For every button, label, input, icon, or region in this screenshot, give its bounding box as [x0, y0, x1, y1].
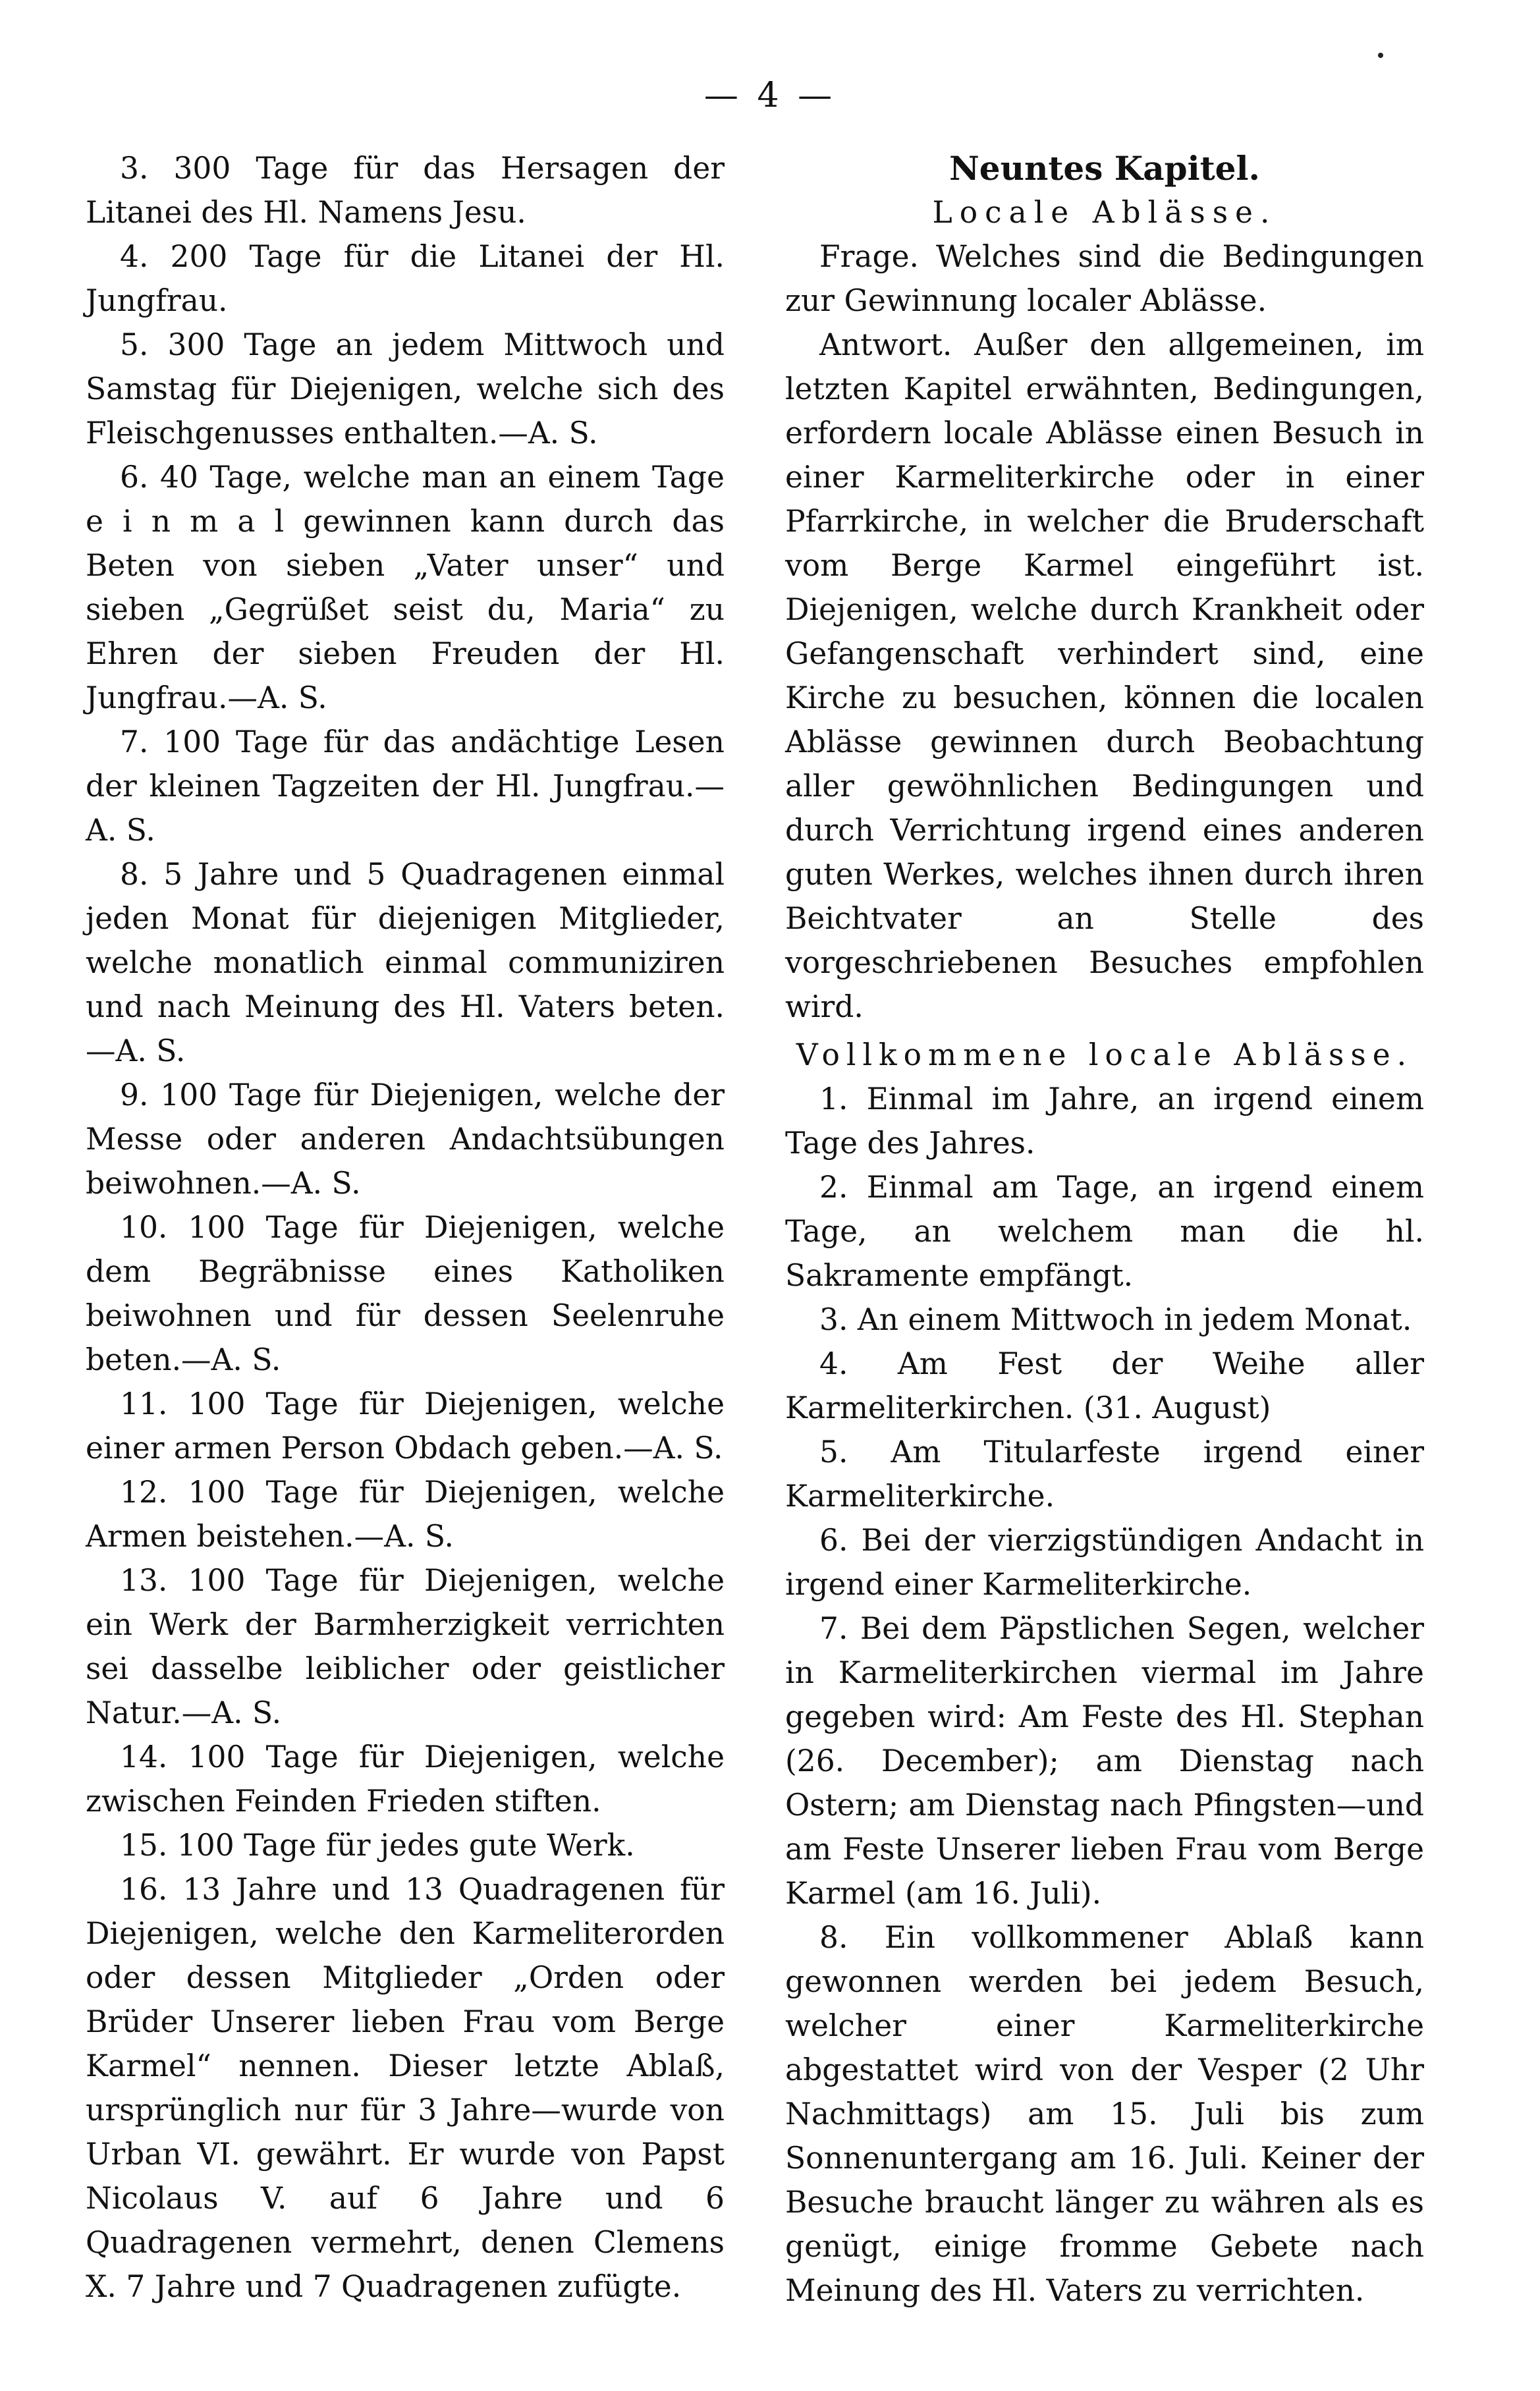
list-item: 4. 200 Tage für die Litanei der Hl. Jungfrau.	[86, 239, 725, 318]
list-item: 8. 5 Jahre und 5 Quadragenen einmal jeden Monat für diejenigen Mitglieder, welche monatlich einmal communiziren und nach Meinung des Hl. Vaters beten.—A. S.	[86, 857, 725, 1068]
list-item: 4. Am Fest der Weihe aller Karmeliterkirchen. (31. August)	[785, 1346, 1424, 1425]
list-item: 6. Bei der vierzigstündigen Andacht in irgend einer Karmeliterkirche.	[785, 1523, 1424, 1602]
ink-speck	[1378, 53, 1383, 58]
list-item: 5. 300 Tage an jedem Mittwoch und Samstag für Diejenigen, welche sich des Fleischgenusses enthalten.—A. S.	[86, 327, 725, 451]
list-item: 7. Bei dem Päpstlichen Segen, welcher in Karmeliterkirchen viermal im Jahre gegeben wird: Am Feste des Hl. Stephan (26. December); am Dienstag nach Ostern; am Dienstag nach Pfingsten—und am Feste Unserer lieben Frau vom Berge Karmel (am 16. Juli).	[785, 1611, 1424, 1911]
question-paragraph: Frage. Welches sind die Bedingungen zur Gewinnung localer Ablässe.	[785, 239, 1424, 318]
section-title: Locale Ablässe.	[932, 195, 1277, 230]
chapter-title: Neuntes Kapitel.	[949, 149, 1260, 188]
list-item: 11. 100 Tage für Diejenigen, welche einer armen Person Obdach geben.—A. S.	[86, 1387, 725, 1466]
list-item: 2. Einmal am Tage, an irgend einem Tage, an welchem man die hl. Sakramente empfängt.	[785, 1170, 1424, 1293]
list-item: 12. 100 Tage für Diejenigen, welche Armen beistehen.—A. S.	[86, 1475, 725, 1554]
list-item: 13. 100 Tage für Diejenigen, welche ein Werk der Barmherzigkeit verrichten sei dasselbe leiblicher oder geistlicher Natur.—A. S.	[86, 1563, 725, 1730]
list-item: 6. 40 Tage, welche man an einem Tage e i n m a l gewinnen kann durch das Beten von sieben „Vater unser“ und sieben „Gegrüßet seist du, Maria“ zu Ehren der sieben Freuden der Hl. Jungfrau.—A. S.	[86, 460, 725, 715]
list-item: 3. An einem Mittwoch in jedem Monat.	[819, 1302, 1412, 1337]
subsection-title: Vollkommene locale Ablässe.	[796, 1037, 1414, 1072]
list-item: 14. 100 Tage für Diejenigen, welche zwischen Feinden Frieden stiften.	[86, 1740, 725, 1819]
answer-paragraph: Antwort. Außer den allgemeinen, im letzten Kapitel erwähnten, Bedingungen, erfordern locale Ablässe einen Besuch in einer Karmeliterkirche oder in einer Pfarrkirche, in welcher die Bruderschaft vom Berge Karmel eingeführt ist. Diejenigen, welche durch Krankheit oder Gefangenschaft verhindert sind, eine Kirche zu besuchen, können die localen Ablässe gewinnen durch Beobachtung aller gewöhnlichen Bedingungen und durch Verrichtung irgend eines anderen guten Werkes, welches ihnen durch ihren Beichtvater an Stelle des vorgeschriebenen Besuches empfohlen wird.	[785, 327, 1424, 1024]
page-number: — 4 —	[703, 76, 837, 115]
list-item: 7. 100 Tage für das andächtige Lesen der kleinen Tagzeiten der Hl. Jungfrau.—A. S.	[86, 725, 725, 848]
right-column	[785, 146, 1424, 2313]
left-column	[86, 146, 725, 2309]
list-item: 3. 300 Tage für das Hersagen der Litanei des Hl. Namens Jesu.	[86, 151, 725, 230]
list-item: 1. Einmal im Jahre, an irgend einem Tage des Jahres.	[785, 1082, 1424, 1161]
list-item: 10. 100 Tage für Diejenigen, welche dem Begräbnisse eines Katholiken beiwohnen und für dessen Seelenruhe beten.—A. S.	[86, 1210, 725, 1377]
list-item: 16. 13 Jahre und 13 Quadragenen für Diejenigen, welche den Karmeliterorden oder dessen Mitglieder „Orden oder Brüder Unserer lieben Frau vom Berge Karmel“ nennen. Dieser letzte Ablaß, ursprünglich nur für 3 Jahre—wurde von Urban VI. gewährt. Er wurde von Papst Nicolaus V. auf 6 Jahre und 6 Quadragenen vermehrt, denen Clemens X. 7 Jahre und 7 Quadragenen zufügte.	[86, 1872, 725, 2304]
list-item: 9. 100 Tage für Diejenigen, welche der Messe oder anderen Andachtsübungen beiwohnen.—A. S.	[86, 1078, 725, 1201]
list-item: 5. Am Titularfeste irgend einer Karmeliterkirche.	[785, 1435, 1424, 1514]
list-item: 8. Ein vollkommener Ablaß kann gewonnen werden bei jedem Besuch, welcher einer Karmeliterkirche abgestattet wird von der Vesper (2 Uhr Nachmittags) am 15. Juli bis zum Sonnenuntergang am 16. Juli. Keiner der Besuche braucht länger zu währen als es genügt, einige fromme Gebete nach Meinung des Hl. Vaters zu verrichten.	[785, 1920, 1424, 2308]
list-item: 15. 100 Tage für jedes gute Werk.	[120, 1828, 635, 1863]
